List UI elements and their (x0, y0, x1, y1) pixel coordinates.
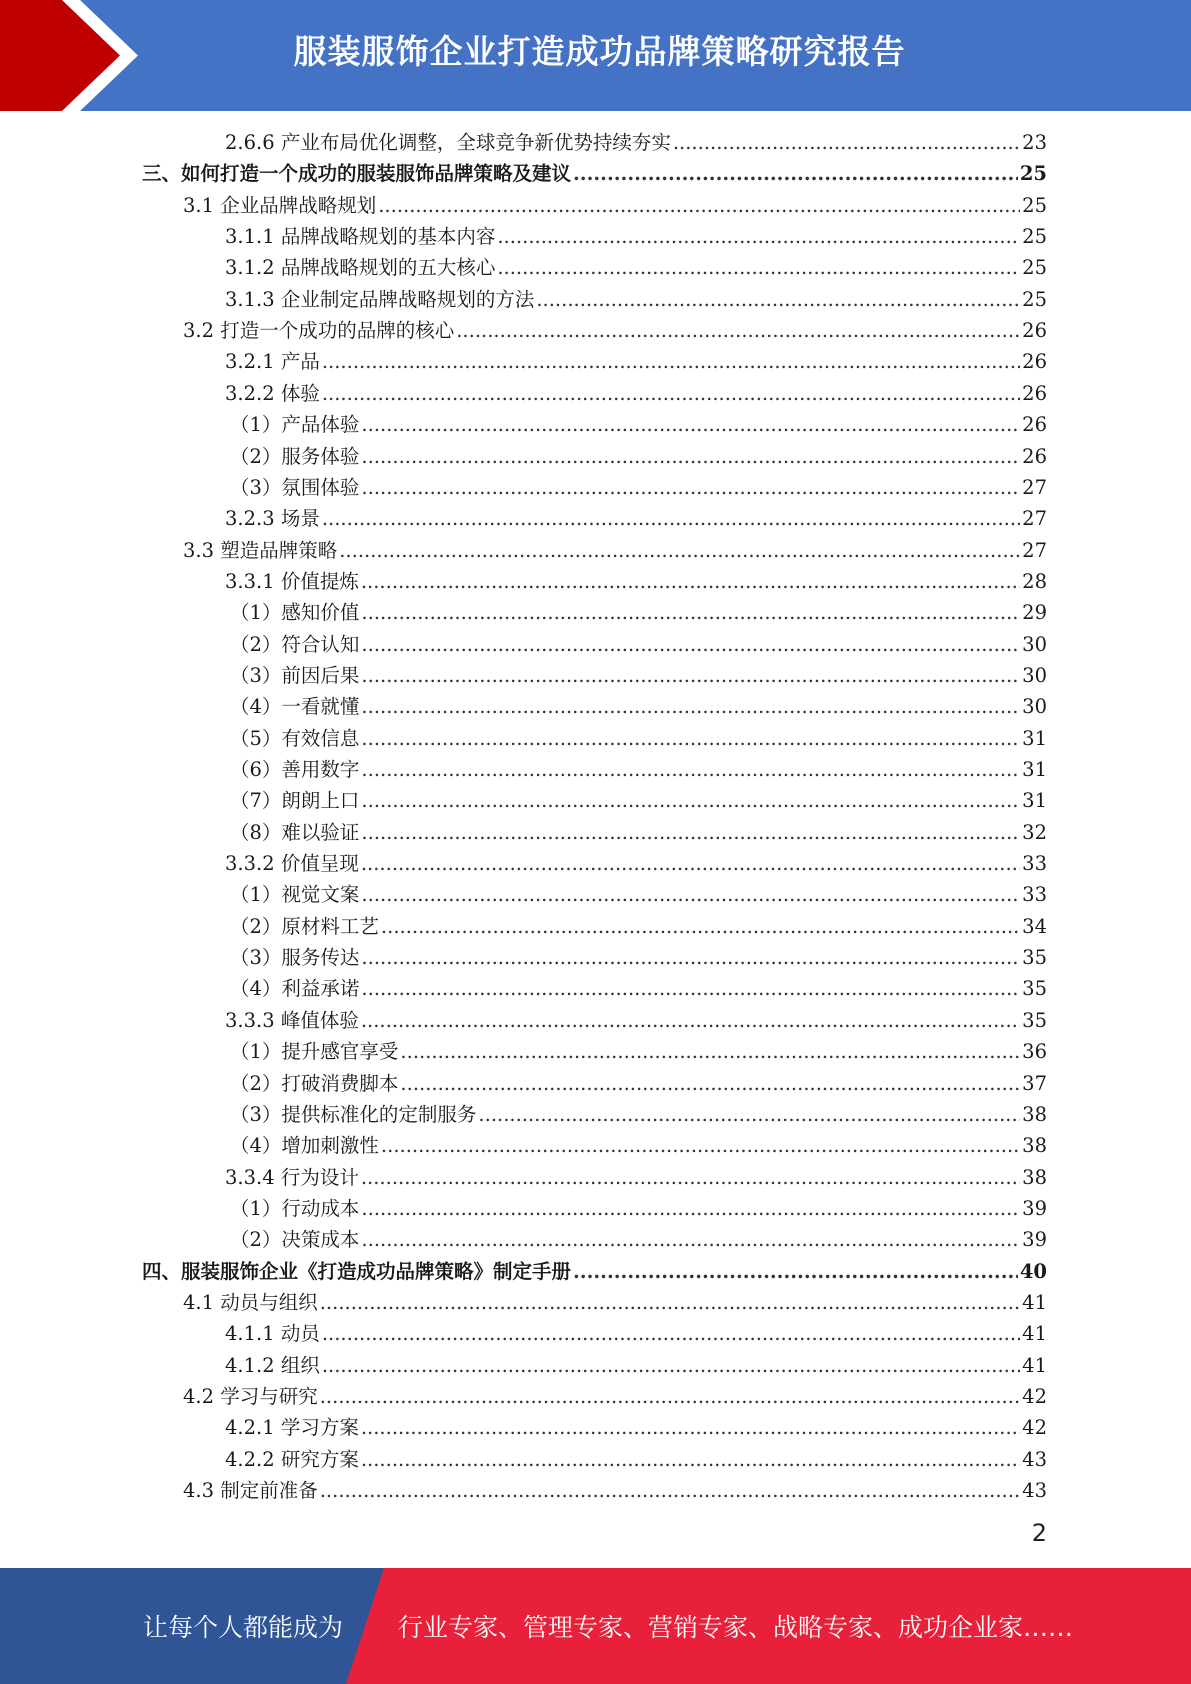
toc-entry[interactable] (225, 1162, 1047, 1193)
toc-entry-page: 26 (1022, 444, 1047, 468)
toc-entry-label: 4.1 动员与组织 (183, 1290, 318, 1314)
toc-entry[interactable] (225, 503, 1047, 534)
footer-slogan-right: 行业专家、管理专家、营销专家、战略专家、成功企业家…… (398, 1613, 1074, 1642)
toc-entry-label: （3）服务传达 (230, 946, 360, 970)
toc-entry[interactable] (230, 973, 1047, 1004)
toc-entry-page: 41 (1022, 1290, 1047, 1314)
toc-entry-label: 4.1.2 组织 (225, 1353, 320, 1377)
toc-entry-label: （2）服务体验 (230, 444, 360, 468)
toc-entry-page: 42 (1022, 1416, 1047, 1440)
toc-entry-label: 4.2.2 研究方案 (225, 1447, 359, 1471)
toc-entry-label: （7）朗朗上口 (230, 789, 360, 813)
toc-entry-label: （3）提供标准化的定制服务 (230, 1102, 477, 1126)
toc-entry[interactable] (225, 1412, 1047, 1443)
toc-entry[interactable] (230, 911, 1047, 942)
toc-dot-leader (673, 127, 1020, 158)
toc-entry-page: 31 (1022, 758, 1047, 781)
toc-dot-leader (361, 660, 1020, 691)
toc-entry-page: 38 (1022, 1165, 1047, 1189)
toc-entry[interactable] (142, 1256, 1047, 1287)
document-title: 服装服饰企业打造成功品牌策略研究报告 (293, 32, 906, 71)
toc-entry-label: （3）氛围体验 (230, 475, 360, 499)
toc-dot-leader (361, 973, 1020, 1004)
toc-entry[interactable] (225, 284, 1047, 315)
toc-entry-page: 23 (1022, 131, 1047, 154)
toc-dot-leader (361, 566, 1020, 597)
toc-entry-page: 26 (1022, 319, 1047, 343)
toc-entry[interactable] (183, 1381, 1047, 1412)
toc-dot-leader (361, 1005, 1020, 1036)
toc-entry-page: 28 (1022, 569, 1047, 593)
toc-entry[interactable] (230, 472, 1047, 503)
toc-entry[interactable] (183, 190, 1047, 221)
toc-entry[interactable] (225, 378, 1047, 409)
toc-entry[interactable] (230, 942, 1047, 973)
toc-entry-label: 4.1.1 动员 (225, 1322, 320, 1346)
toc-entry-label: 3.2.2 体验 (225, 381, 320, 405)
toc-entry-label: 4.3 制定前准备 (183, 1479, 318, 1503)
toc-entry-page: 38 (1022, 1134, 1047, 1158)
toc-entry-page: 37 (1022, 1071, 1047, 1095)
toc-dot-leader (573, 158, 1018, 189)
toc-dot-leader (361, 1193, 1020, 1224)
toc-dot-leader (497, 221, 1020, 252)
toc-entry-page: 30 (1022, 632, 1047, 656)
toc-entry-label: （6）善用数字 (230, 758, 360, 781)
toc-entry-label: （2）打破消费脚本 (230, 1071, 399, 1095)
toc-entry-page: 27 (1022, 538, 1047, 562)
toc-dot-leader (361, 691, 1020, 722)
toc-entry-label: （3）前因后果 (230, 663, 360, 687)
toc-entry-label: （1）行动成本 (230, 1196, 360, 1220)
toc-entry-page: 41 (1022, 1322, 1047, 1346)
toc-entry-page: 39 (1022, 1196, 1047, 1220)
toc-entry-label: （4）利益承诺 (230, 977, 360, 1001)
toc-entry-page: 33 (1022, 852, 1047, 876)
footer-slogan-left: 让每个人都能成为 (143, 1613, 344, 1642)
toc-entry-label: （5）有效信息 (230, 726, 360, 750)
toc-entry[interactable] (230, 1036, 1047, 1067)
toc-entry-page: 27 (1022, 475, 1047, 499)
toc-entry-label: 3.3.2 价值呈现 (225, 852, 359, 876)
toc-entry-page: 26 (1022, 350, 1047, 374)
toc-entry-label: 3.1.2 品牌战略规划的五大核心 (225, 256, 496, 280)
toc-entry-label: （1）提升感官享受 (230, 1040, 399, 1064)
toc-entry[interactable] (230, 785, 1047, 816)
toc-entry[interactable] (230, 660, 1047, 691)
toc-entry-page: 35 (1022, 977, 1047, 1001)
toc-entry[interactable] (230, 723, 1047, 754)
toc-entry[interactable] (230, 691, 1047, 722)
toc-dot-leader (400, 1036, 1020, 1067)
toc-entry-page: 43 (1022, 1479, 1047, 1503)
toc-dot-leader (361, 754, 1020, 785)
toc-dot-leader (381, 911, 1020, 942)
toc-entry-page: 43 (1022, 1447, 1047, 1471)
toc-dot-leader (361, 879, 1020, 910)
toc-entry-page: 36 (1022, 1040, 1047, 1064)
toc-entry-page: 31 (1022, 726, 1047, 750)
toc-entry-label: （4）一看就懂 (230, 695, 360, 719)
toc-entry[interactable] (225, 848, 1047, 879)
toc-entry-label: 3.3.3 峰值体验 (225, 1008, 359, 1032)
toc-dot-leader (400, 1068, 1020, 1099)
toc-entry-page: 38 (1022, 1102, 1047, 1126)
toc-dot-leader (361, 785, 1020, 816)
toc-entry[interactable] (230, 1193, 1047, 1224)
toc-dot-leader (320, 1287, 1020, 1318)
toc-entry-label: 4.2.1 学习方案 (225, 1416, 359, 1440)
toc-dot-leader (361, 472, 1020, 503)
toc-dot-leader (456, 315, 1020, 346)
toc-dot-leader (361, 629, 1020, 660)
toc-entry-label: 4.2 学习与研究 (183, 1385, 318, 1408)
toc-dot-leader (497, 252, 1020, 283)
toc-dot-leader (573, 1256, 1018, 1287)
toc-dot-leader (478, 1099, 1020, 1130)
toc-entry-page: 27 (1022, 507, 1047, 531)
toc-entry-label: 3.3.4 行为设计 (225, 1165, 359, 1189)
toc-entry[interactable] (230, 1099, 1047, 1130)
toc-entry[interactable] (225, 346, 1047, 377)
toc-entry[interactable] (230, 409, 1047, 440)
toc-dot-leader (361, 723, 1020, 754)
toc-entry[interactable] (230, 597, 1047, 628)
toc-entry-page: 32 (1022, 820, 1047, 844)
page-header (0, 0, 1191, 111)
toc-entry-page: 40 (1019, 1259, 1047, 1283)
toc-entry-label: 三、如何打造一个成功的服装服饰品牌策略及建议 (142, 162, 572, 186)
toc-dot-leader (361, 942, 1020, 973)
toc-entry[interactable] (183, 535, 1047, 566)
toc-entry[interactable] (225, 1444, 1047, 1475)
toc-entry-label: （4）增加刺激性 (230, 1134, 379, 1158)
toc-entry-page: 25 (1022, 225, 1047, 249)
toc-entry-page: 29 (1022, 601, 1047, 625)
toc-entry-label: 2.6.6 产业布局优化调整，全球竞争新优势持续夯实 (225, 131, 671, 154)
toc-entry-page: 35 (1022, 946, 1047, 970)
toc-dot-leader (322, 1350, 1020, 1381)
toc-entry-label: 3.2.1 产品 (225, 350, 320, 374)
toc-dot-leader (361, 1412, 1020, 1443)
page-number: 2 (1031, 1519, 1047, 1547)
toc-entry[interactable] (230, 441, 1047, 472)
toc-entry[interactable] (230, 817, 1047, 848)
toc-dot-leader (361, 409, 1020, 440)
toc-entry[interactable] (225, 221, 1047, 252)
toc-entry-label: （1）产品体验 (230, 413, 360, 437)
toc-entry-page: 26 (1022, 413, 1047, 437)
toc-dot-leader (378, 190, 1020, 221)
toc-entry[interactable] (225, 127, 1047, 158)
toc-entry-page: 26 (1022, 381, 1047, 405)
toc-dot-leader (361, 1444, 1020, 1475)
toc-entry-label: 3.2.3 场景 (225, 507, 320, 531)
toc-entry-label: 3.3 塑造品牌策略 (183, 538, 338, 562)
toc-dot-leader (361, 1224, 1020, 1255)
toc-entry[interactable] (183, 1475, 1047, 1506)
toc-dot-leader (322, 503, 1020, 534)
page-footer (0, 1568, 1191, 1684)
toc-dot-leader (322, 1318, 1020, 1349)
toc-entry-page: 42 (1022, 1385, 1047, 1408)
toc-dot-leader (320, 1475, 1020, 1506)
toc-dot-leader (536, 284, 1020, 315)
toc-entry-page: 25 (1022, 287, 1047, 311)
toc-entry[interactable] (230, 754, 1047, 785)
toc-entry-page: 25 (1022, 193, 1047, 217)
toc-entry[interactable] (142, 158, 1047, 189)
toc-entry-page: 39 (1022, 1228, 1047, 1252)
toc-entry-label: （1）感知价值 (230, 601, 360, 625)
toc-entry-page: 41 (1022, 1353, 1047, 1377)
toc-entry[interactable] (225, 566, 1047, 597)
toc-dot-leader (320, 1381, 1020, 1412)
toc-entry[interactable] (230, 1068, 1047, 1099)
toc-entry-page: 31 (1022, 789, 1047, 813)
toc-entry-page: 34 (1022, 914, 1047, 938)
toc-entry-page: 33 (1022, 883, 1047, 907)
toc-entry[interactable] (225, 252, 1047, 283)
toc-dot-leader (361, 848, 1020, 879)
toc-entry-page: 25 (1019, 162, 1047, 186)
toc-dot-leader (322, 346, 1020, 377)
toc-entry-label: 3.1.3 企业制定品牌战略规划的方法 (225, 287, 535, 311)
toc-entry[interactable] (183, 315, 1047, 346)
toc-entry-label: 3.3.1 价值提炼 (225, 569, 359, 593)
toc-entry-label: （2）决策成本 (230, 1228, 360, 1252)
toc-entry-page: 30 (1022, 663, 1047, 687)
toc-entry-label: （2）符合认知 (230, 632, 360, 656)
toc-dot-leader (339, 535, 1020, 566)
toc-dot-leader (361, 597, 1020, 628)
toc-entry[interactable] (225, 1318, 1047, 1349)
toc-entry[interactable] (230, 1130, 1047, 1161)
toc-entry[interactable] (230, 629, 1047, 660)
toc-entry-label: （2）原材料工艺 (230, 914, 379, 938)
toc-entry-label: 四、服装服饰企业《打造成功品牌策略》制定手册 (142, 1259, 572, 1283)
toc-dot-leader (361, 1162, 1020, 1193)
toc-entry[interactable] (225, 1350, 1047, 1381)
toc-entry-label: 3.2 打造一个成功的品牌的核心 (183, 319, 455, 343)
toc-dot-leader (381, 1130, 1020, 1161)
toc-dot-leader (361, 441, 1020, 472)
toc-entry-page: 35 (1022, 1008, 1047, 1032)
toc-entry[interactable] (183, 1287, 1047, 1318)
toc-dot-leader (361, 817, 1020, 848)
toc-dot-leader (322, 378, 1020, 409)
toc-entry[interactable] (225, 1005, 1047, 1036)
toc-entry[interactable] (230, 879, 1047, 910)
toc-entry-page: 25 (1022, 256, 1047, 280)
toc-entry[interactable] (230, 1224, 1047, 1255)
toc-entry-page: 30 (1022, 695, 1047, 719)
toc-entry-label: 3.1.1 品牌战略规划的基本内容 (225, 225, 496, 249)
toc-entry-label: （8）难以验证 (230, 820, 360, 844)
toc-entry-label: （1）视觉文案 (230, 883, 360, 907)
toc-entry-label: 3.1 企业品牌战略规划 (183, 193, 377, 217)
